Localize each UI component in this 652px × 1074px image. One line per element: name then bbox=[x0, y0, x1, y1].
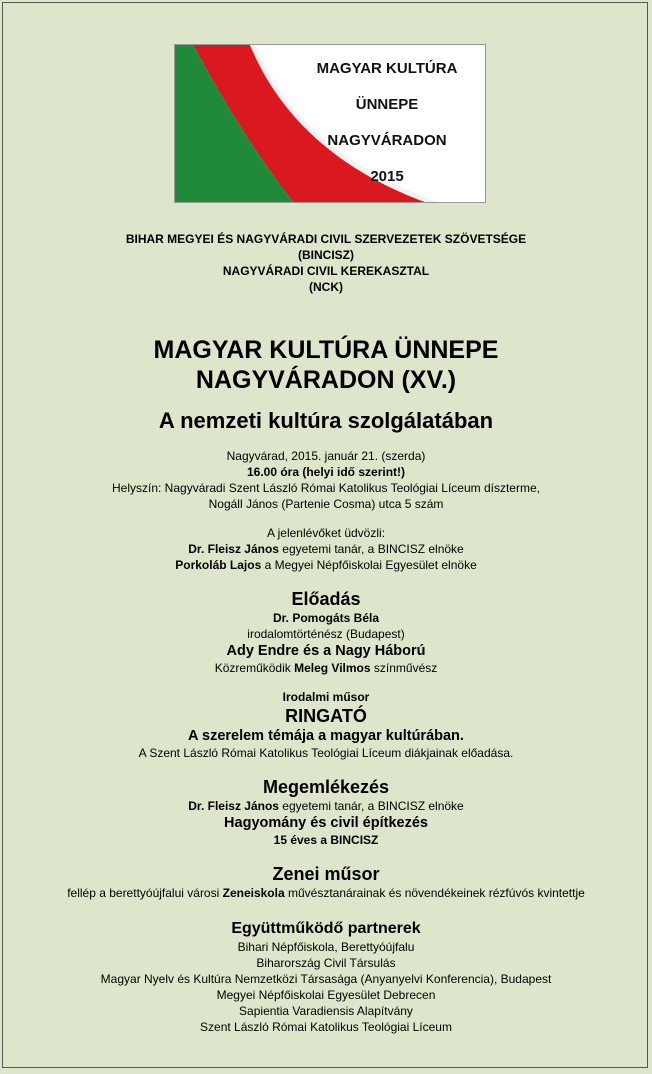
event-logo bbox=[174, 44, 486, 203]
org-line-2: (BINCISZ) bbox=[298, 248, 354, 262]
greeting bbox=[3, 525, 649, 573]
music-school: Zeneiskola bbox=[222, 886, 285, 900]
partner-item: Sapientia Varadiensis Alapítvány bbox=[239, 1004, 413, 1018]
partners-heading: Együttműködő partnerek bbox=[231, 920, 421, 937]
event-venue-1: Helyszín: Nagyváradi Szent László Római Katolikus Teológiai Líceum díszterme, bbox=[112, 481, 540, 495]
partner-item: Magyar Nyelv és Kultúra Nemzetközi Társasága (Anyanyelvi Konferencia), Budapest bbox=[100, 972, 552, 986]
literary-subtitle: A szerelem témája a magyar kultúrában. bbox=[188, 728, 464, 744]
partner-item: Megyei Népfőiskolai Egyesület Debrecen bbox=[216, 988, 436, 1002]
commemoration-heading: Megemlékezés bbox=[262, 777, 390, 797]
commemoration-role: egyetemi tanár, a BINCISZ elnöke bbox=[278, 799, 464, 813]
greeting-person-1 bbox=[3, 541, 649, 557]
lecture-heading: Előadás bbox=[291, 589, 361, 609]
partners-section bbox=[3, 919, 649, 1035]
music-post: művésztanárainak és növendékeinek rézfúvós kvintettje bbox=[284, 886, 585, 900]
title-line-1: MAGYAR KULTÚRA ÜNNEPE bbox=[153, 336, 499, 364]
greeting-p1-role: egyetemi tanár, a BINCISZ elnöke bbox=[278, 542, 464, 556]
main-title bbox=[3, 335, 649, 395]
logo-line-2: ÜNNEPE bbox=[355, 96, 419, 113]
commemoration-speaker bbox=[3, 798, 649, 814]
contrib-pre: Közreműködik bbox=[214, 661, 295, 675]
event-date: Nagyvárad, 2015. január 21. (szerda) bbox=[226, 449, 426, 463]
event-venue-2: Nogáll János (Partenie Cosma) utca 5 szám bbox=[208, 497, 444, 511]
lecture-speaker-role: irodalomtörténész (Budapest) bbox=[247, 627, 405, 641]
literary-heading: RINGATÓ bbox=[285, 706, 367, 726]
literary-section bbox=[3, 689, 649, 761]
commemoration-name: Dr. Fleisz János bbox=[188, 799, 279, 813]
commemoration-sub: 15 éves a BINCISZ bbox=[273, 833, 379, 847]
logo-line-3: NAGYVÁRADON bbox=[327, 132, 447, 149]
logo-line-4: 2015 bbox=[370, 168, 404, 185]
commemoration-section bbox=[3, 776, 649, 848]
greeting-p2-name: Porkoláb Lajos bbox=[175, 558, 262, 572]
literary-desc: A Szent László Római Katolikus Teológiai Líceum diákjainak előadása. bbox=[138, 746, 514, 760]
music-section bbox=[3, 863, 649, 901]
music-pre: fellép a berettyóújfalui városi bbox=[67, 886, 223, 900]
partner-item: Szent László Római Katolikus Teológiai Líceum bbox=[200, 1020, 452, 1034]
commemoration-topic: Hagyomány és civil építkezés bbox=[224, 815, 428, 831]
greeting-person-2 bbox=[3, 557, 649, 573]
literary-label: Irodalmi műsor bbox=[282, 690, 370, 704]
greeting-intro: A jelenlévőket üdvözli: bbox=[266, 526, 386, 540]
contrib-post: színművész bbox=[370, 661, 438, 675]
organizers bbox=[3, 231, 649, 295]
contrib-name: Meleg Vilmos bbox=[294, 661, 371, 675]
event-time: 16.00 óra (helyi idő szerint!) bbox=[246, 465, 406, 479]
org-line-4: (NCK) bbox=[309, 280, 343, 294]
greeting-p1-name: Dr. Fleisz János bbox=[188, 542, 279, 556]
greeting-p2-role: a Megyei Népfőiskolai Egyesület elnöke bbox=[261, 558, 477, 572]
lecture-topic: Ady Endre és a Nagy Háború bbox=[226, 643, 426, 659]
lecture-contributor bbox=[3, 660, 649, 676]
event-details bbox=[3, 448, 649, 512]
lecture-section bbox=[3, 588, 649, 676]
logo-line-1: MAGYAR KULTÚRA bbox=[316, 60, 458, 77]
lecture-speaker: Dr. Pomogáts Béla bbox=[272, 611, 380, 625]
org-line-1: BIHAR MEGYEI ÉS NAGYVÁRADI CIVIL SZERVEZETEK SZÖVETSÉGE bbox=[125, 232, 527, 246]
partner-item: Biharország Civil Társulás bbox=[256, 956, 396, 970]
flyer-page bbox=[2, 2, 648, 1068]
subtitle: A nemzeti kultúra szolgálatában bbox=[158, 408, 494, 433]
org-line-3: NAGYVÁRADI CIVIL KEREKASZTAL bbox=[222, 264, 430, 278]
logo-text bbox=[293, 51, 481, 195]
title-line-2: NAGYVÁRADON (XV.) bbox=[195, 366, 457, 394]
music-heading: Zenei műsor bbox=[272, 864, 380, 884]
partner-item: Bihari Népfőiskola, Berettyóújfalu bbox=[237, 940, 415, 954]
music-desc bbox=[3, 885, 649, 901]
